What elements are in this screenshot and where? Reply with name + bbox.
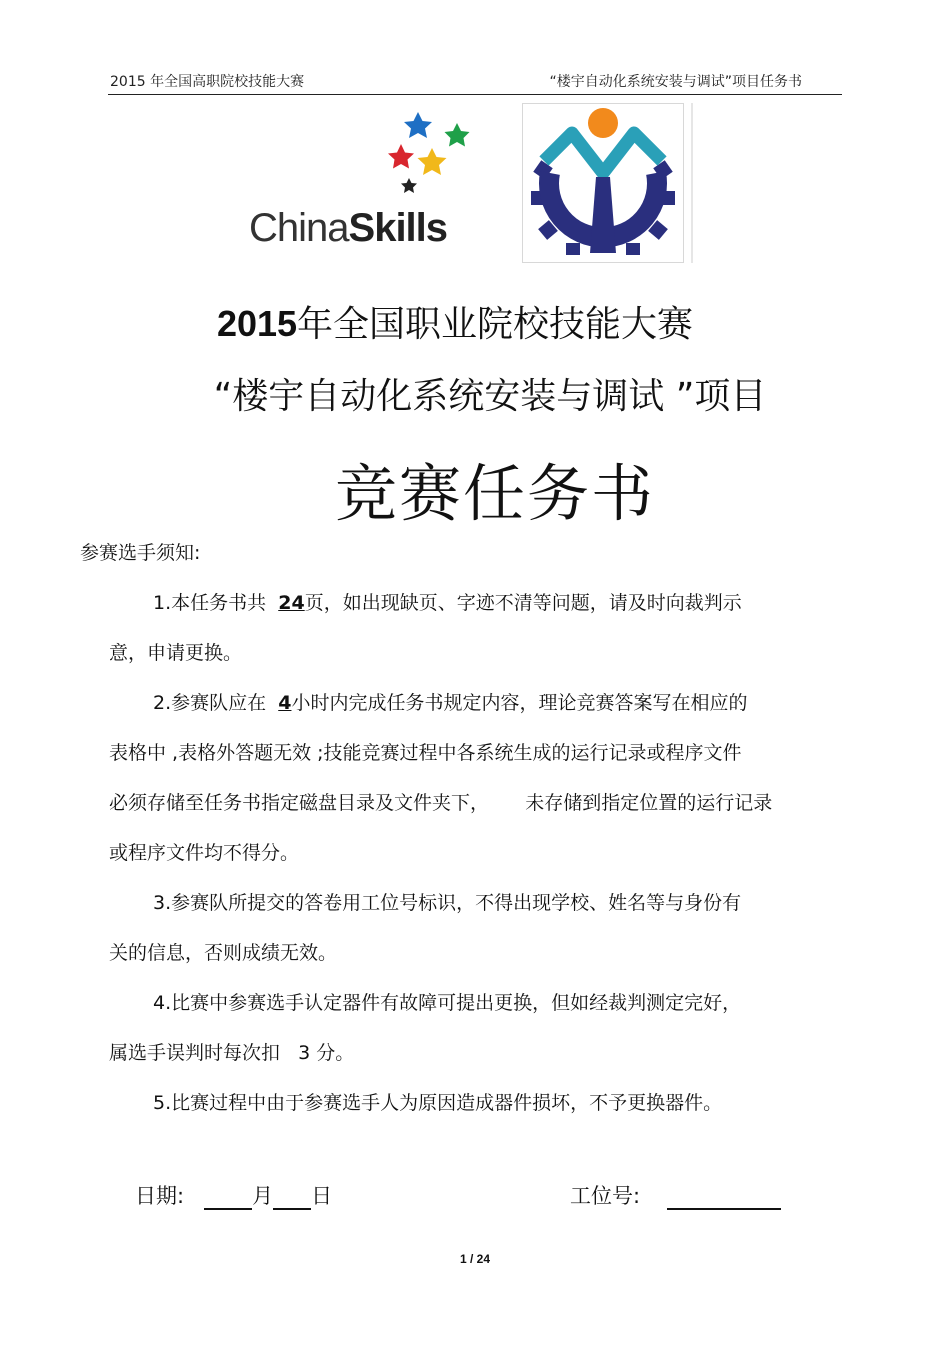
date-field	[135, 1180, 332, 1210]
month-label: 月	[252, 1184, 274, 1208]
notice-item-3-line-2: 关的信息，否则成绩无效。	[109, 942, 338, 964]
header-project-name: “楼宇自动化系统安装与调试”项目任务书	[549, 74, 802, 90]
notice-item-4-line-2: 属选手误判时每次扣 3 分。	[109, 1042, 355, 1064]
running-header	[108, 68, 842, 95]
vocational-skills-emblem	[522, 103, 694, 263]
item2-text-b: 小时内完成任务书规定内容，理论竞赛答案写在相应的	[291, 692, 748, 714]
notice-item-2-line-2: 表格中 ,表格外答题无效 ;技能竞赛过程中各系统生成的运行记录或程序文件	[109, 742, 742, 764]
month-blank[interactable]	[204, 1184, 252, 1210]
page-count: 24	[278, 592, 305, 614]
notice-item-4-line-1: 4.比赛中参赛选手认定器件有故障可提出更换，但如经裁判测定完好，	[153, 992, 742, 1014]
station-number-label: 工位号:	[570, 1184, 641, 1208]
black-star-icon	[401, 178, 417, 193]
notice-item-2-line-4: 或程序文件均不得分。	[109, 842, 300, 864]
title-competition: 年全国职业院校技能大赛	[297, 304, 694, 345]
document-title-line-2: “楼宇自动化系统安装与调试 ”项目	[213, 376, 767, 417]
notice-item-3-line-1: 3.参赛队所提交的答卷用工位号标识，不得出现学校、姓名等与身份有	[153, 892, 742, 914]
notice-heading: 参赛选手须知:	[80, 542, 201, 564]
item1-text-b: 页，如出现缺页、字迹不清等问题，请及时向裁判示	[304, 592, 742, 614]
page-number: 1 / 24	[459, 1252, 491, 1266]
blue-star-icon	[404, 112, 432, 138]
station-number-blank[interactable]	[667, 1184, 781, 1210]
hours-count: 4	[278, 692, 292, 714]
title-year: 2015	[216, 303, 298, 344]
day-blank[interactable]	[273, 1184, 311, 1210]
notice-item-1-line-2: 意，申请更换。	[109, 642, 243, 664]
stars-icon	[246, 110, 476, 210]
notice-item-5-line-1: 5.比赛过程中由于参赛选手人为原因造成器件损坏，不予更换器件。	[153, 1092, 723, 1114]
wordmark-china: China	[249, 206, 349, 250]
chinaskills-wordmark	[249, 206, 447, 251]
document-title-line-1	[0, 296, 910, 347]
yellow-star-icon	[418, 148, 447, 175]
red-star-icon	[388, 144, 414, 169]
station-number-field	[570, 1180, 781, 1210]
notice-item-2-line-3: 必须存储至任务书指定磁盘目录及文件夹下， 未存储到指定位置的运行记录	[109, 792, 773, 814]
notice-item-1-line-1	[153, 588, 742, 615]
day-label: 日	[311, 1184, 333, 1208]
item1-text-a: 1.本任务书共	[153, 592, 267, 614]
gear-emblem-icon	[522, 103, 694, 263]
document-title-line-3: 竞赛任务书	[334, 457, 655, 530]
date-label: 日期:	[135, 1184, 185, 1208]
wordmark-skills: Skills	[348, 206, 448, 250]
header-competition-name: 2015 年全国高职院校技能大赛	[110, 74, 305, 90]
notice-item-2-line-1	[153, 688, 747, 715]
chinaskills-logo	[246, 110, 476, 260]
green-star-icon	[445, 123, 470, 147]
item2-text-a: 2.参赛队应在	[153, 692, 267, 714]
